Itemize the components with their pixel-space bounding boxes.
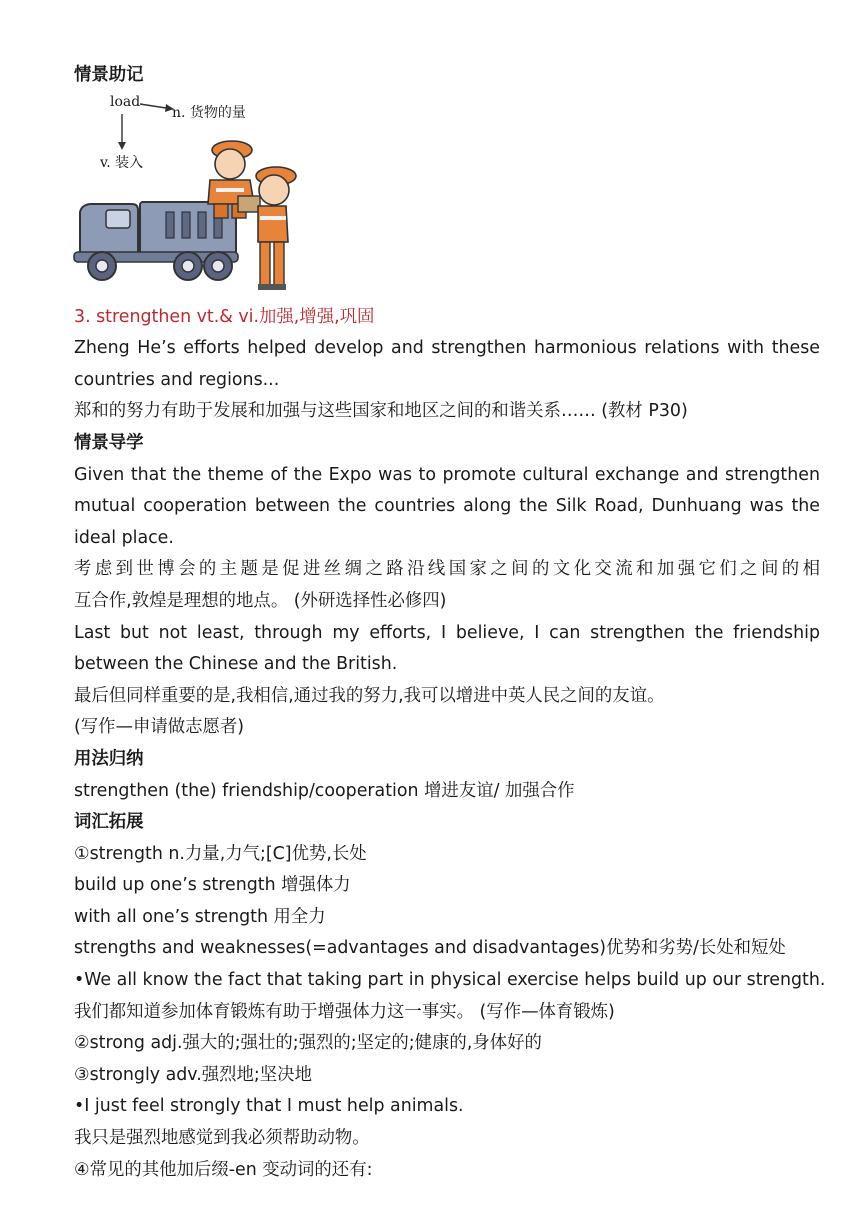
section-heading-memory-aid: 情景助记 bbox=[74, 65, 144, 85]
guide-cn-line: 最后但同样重要的是,我相信,通过我的努力,我可以增进中英人民之间的友谊。 bbox=[74, 685, 665, 706]
expansion-example-en: •I just feel strongly that I must help animals. bbox=[74, 1096, 464, 1117]
expansion-item: ④常见的其他加后缀-en 变动词的还有: bbox=[74, 1159, 373, 1180]
load-illustration bbox=[74, 92, 304, 300]
expansion-item: ①strength n.力量,力气;[C]优势,长处 bbox=[74, 843, 367, 864]
example-en-line: countries and regions... bbox=[74, 369, 280, 390]
guide-cn-line: 考虑到世博会的主题是促进丝绸之路沿线国家之间的文化交流和加强它们之间的相 bbox=[74, 559, 820, 580]
expansion-phrase: build up one’s strength 增强体力 bbox=[74, 875, 351, 896]
entry-title: 3. strengthen vt.& vi.加强,增强,巩固 bbox=[74, 306, 375, 327]
expansion-item: ③strongly adv.强烈地;坚决地 bbox=[74, 1064, 312, 1085]
usage-line: strengthen (the) friendship/cooperation 增进友谊/ 加强合作 bbox=[74, 780, 575, 801]
expansion-phrase: with all one’s strength 用全力 bbox=[74, 906, 326, 927]
illustration-verb-label: v. 装入 bbox=[100, 154, 144, 171]
expansion-example-cn: 我只是强烈地感觉到我必须帮助动物。 bbox=[74, 1128, 370, 1149]
guide-en-line: between the Chinese and the British. bbox=[74, 654, 398, 675]
expansion-item: ②strong adj.强大的;强壮的;强烈的;坚定的;健康的,身体好的 bbox=[74, 1033, 542, 1054]
example-en-line: Zheng He’s efforts helped develop and strengthen harmonious relations with these bbox=[74, 338, 820, 359]
illustration-noun-label: n. 货物的量 bbox=[172, 104, 246, 121]
section-heading-context: 情景导学 bbox=[74, 432, 144, 453]
section-heading-expansion: 词汇拓展 bbox=[74, 812, 144, 833]
expansion-example-en: •We all know the fact that taking part in physical exercise helps build up our strength. bbox=[74, 970, 826, 991]
expansion-phrase: strengths and weaknesses(=advantages and disadvantages)优势和劣势/长处和短处 bbox=[74, 938, 786, 959]
guide-en-line: Given that the theme of the Expo was to promote cultural exchange and strengthen bbox=[74, 464, 820, 485]
guide-en-line: Last but not least, through my efforts, I believe, I can strengthen the friendship bbox=[74, 622, 820, 643]
section-heading-usage: 用法归纳 bbox=[74, 748, 144, 769]
guide-cn-line: 互合作,敦煌是理想的地点。 (外研选择性必修四) bbox=[74, 590, 447, 611]
truck-loading-icon bbox=[70, 92, 310, 300]
expansion-example-cn: 我们都知道参加体育锻炼有助于增强体力这一事实。 (写作—体育锻炼) bbox=[74, 1001, 615, 1022]
document-page bbox=[74, 60, 826, 1186]
guide-en-line: mutual cooperation between the countries along the Silk Road, Dunhuang was the bbox=[74, 496, 820, 517]
example-cn-line: 郑和的努力有助于发展和加强与这些国家和地区之间的和谐关系…… (教材 P30) bbox=[74, 401, 688, 422]
guide-en-line: ideal place. bbox=[74, 527, 174, 548]
guide-cn-line: (写作—申请做志愿者) bbox=[74, 717, 245, 738]
illustration-word-label: load bbox=[110, 93, 141, 110]
